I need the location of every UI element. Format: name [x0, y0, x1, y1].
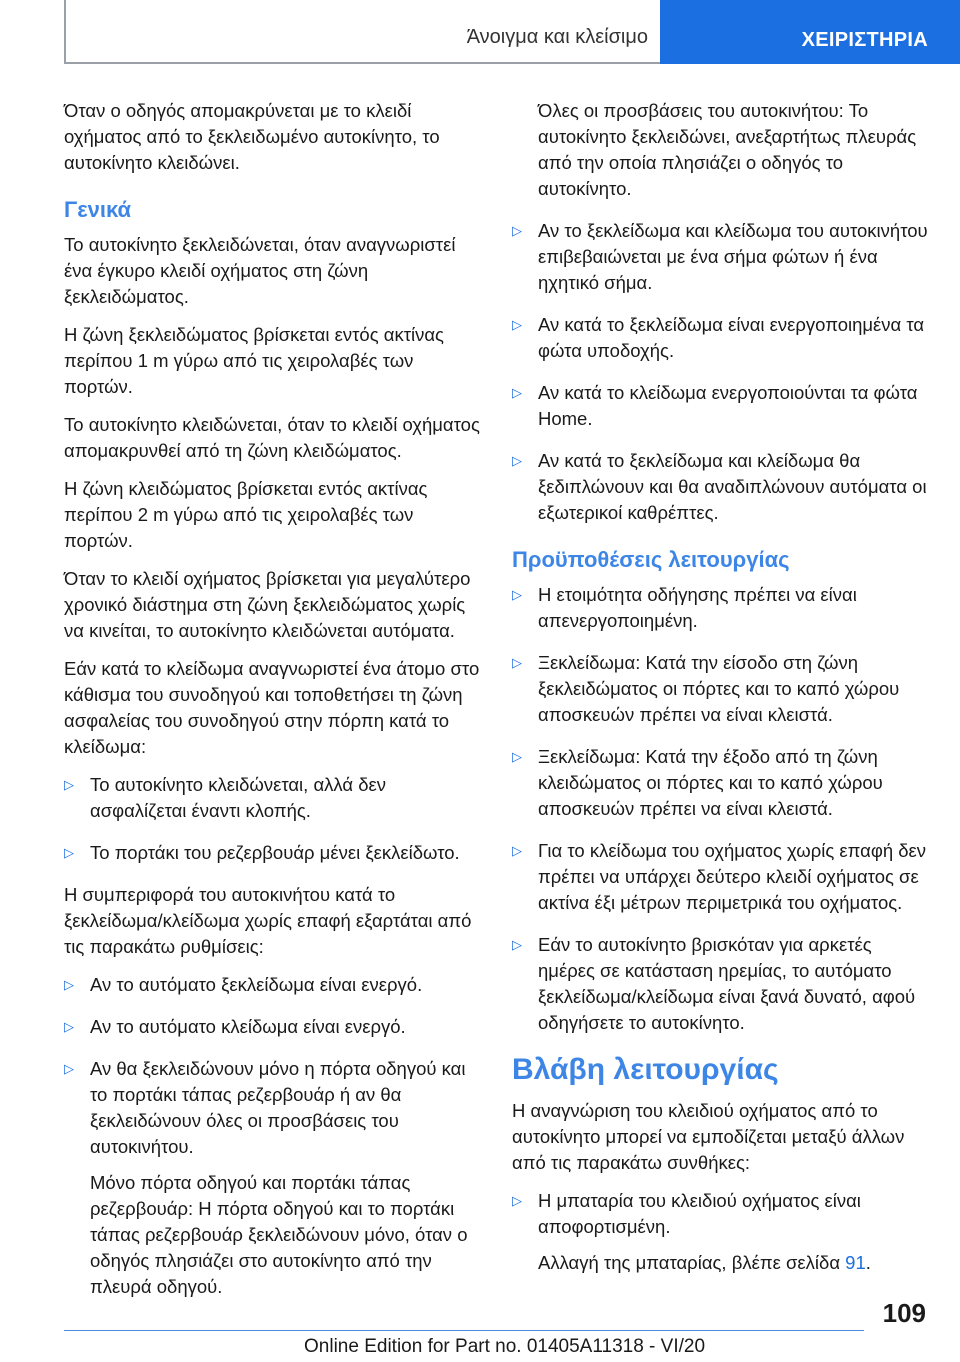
paragraph: Η ζώνη κλειδώματος βρίσκεται εντός ακτίνας περίπου 2 m γύρω από τις χειρολαβές των πορτών.: [64, 478, 428, 551]
list-item: ▷ Αν το ξεκλείδωμα και κλείδωμα του αυτοκινήτου επιβεβαιώνεται με ένα σήμα φώτων ή ένα ηχητικό σήμα.: [512, 220, 928, 293]
list-item: ▷ Η μπαταρία του κλειδιού οχήματος είναι αποφορτισμένη. Αλλαγή της μπαταρίας, βλέπε σελίδα 91.: [512, 1188, 928, 1276]
list-item: ▷ Εάν το αυτοκίνητο βρισκόταν για αρκετές ημέρες σε κατάσταση ηρεμίας, το αυτόματο ξεκλείδωμα/κλείδωμα είναι ξανά δυνατό, αφού οδηγήσετε το αυτοκίνητο.: [512, 934, 916, 1033]
triangle-right-icon: ▷: [512, 937, 522, 952]
list-sub-paragraph: Αλλαγή της μπαταρίας, βλέπε σελίδα 91.: [538, 1252, 871, 1273]
list-item: ▷ Αν το αυτόματο κλείδωμα είναι ενεργό.: [64, 1014, 480, 1040]
list-item-continued: Όλες οι προσβάσεις του αυτοκινήτου: Το αυτοκίνητο ξεκλειδώνει, ανεξαρτήτως πλευράς από την οποία πλησιάζει ο οδηγός το αυτοκίνητο.: [538, 100, 917, 199]
triangle-right-icon: ▷: [64, 1061, 74, 1076]
list-item: ▷ Το πορτάκι του ρεζερβουάρ μένει ξεκλείδωτο.: [64, 840, 480, 866]
list-item: ▷ Αν κατά το κλείδωμα ενεργοποιούνται τα φώτα Home.: [512, 382, 918, 429]
header-bottom-rule: [64, 62, 660, 64]
triangle-right-icon: ▷: [512, 749, 522, 764]
heading-fault: Βλάβη λειτουργίας: [512, 1053, 779, 1086]
paragraph: Εάν κατά το κλείδωμα αναγνωριστεί ένα άτομο στο κάθισμα του συνοδηγού και τοποθετήσει τη ζώνη ασφαλείας του συνοδηγού στην πόρπη κατά το κλείδωμα:: [64, 658, 480, 757]
bullet-list: [512, 582, 928, 1036]
header-left-rule: [64, 0, 66, 64]
list-item: ▷ Το αυτοκίνητο κλειδώνεται, αλλά δεν ασφαλίζεται έναντι κλοπής.: [64, 774, 386, 821]
list-item: ▷ Αν το αυτόματο ξεκλείδωμα είναι ενεργό.: [64, 972, 480, 998]
right-column: [512, 98, 928, 1292]
header-chapter-title: Άνοιγμα και κλείσιμο: [466, 26, 648, 48]
triangle-right-icon: ▷: [512, 1193, 522, 1208]
list-item: ▷ Αν θα ξεκλειδώνουν μόνο η πόρτα οδηγού και το πορτάκι τάπας ρεζερβουάρ ή αν θα ξεκλειδώνουν όλες οι προσβάσεις του αυτοκινήτου. Μόνο πόρτα οδηγού και πορτάκι τάπας ρεζερβουάρ: Η πόρτα οδηγού και το πορτάκι τάπας ρεζερβουάρ ξεκλειδώνουν μόνο, όταν ο οδηγός πλησιάζει στο αυτοκίνητο από την πλευρά οδηγού.: [64, 1056, 480, 1300]
list-item: ▷ Αν κατά το ξεκλείδωμα είναι ενεργοποιημένα τα φώτα υποδοχής.: [512, 314, 925, 361]
footer-edition: Online Edition for Part no. 01405A11318 - VI/20: [304, 1336, 706, 1357]
heading-prerequisites: Προϋποθέσεις λειτουργίας: [512, 547, 790, 572]
paragraph: Η ζώνη ξεκλειδώματος βρίσκεται εντός ακτίνας περίπου 1 m γύρω από τις χειρολαβές των πορτών.: [64, 324, 444, 397]
page-reference-link[interactable]: 91: [845, 1252, 866, 1273]
triangle-right-icon: ▷: [512, 385, 522, 400]
list-sub-paragraph: Μόνο πόρτα οδηγού και πορτάκι τάπας ρεζερβουάρ: Η πόρτα οδηγού και το πορτάκι τάπας ρεζερβουάρ ξεκλειδώνουν μόνο, όταν ο οδηγός πλησιάζει στο αυτοκίνητο από την πλευρά οδηγού.: [90, 1172, 468, 1297]
paragraph: Το αυτοκίνητο κλειδώνεται, όταν το κλειδί οχήματος απομακρυνθεί από τη ζώνη κλειδώματος.: [64, 414, 480, 461]
triangle-right-icon: ▷: [512, 223, 522, 238]
triangle-right-icon: ▷: [64, 977, 74, 992]
bullet-list: [512, 1188, 928, 1276]
header-section-label: ΧΕΙΡΙΣΤΗΡΙΑ: [801, 28, 928, 51]
triangle-right-icon: ▷: [64, 777, 74, 792]
triangle-right-icon: ▷: [512, 655, 522, 670]
paragraph: Η αναγνώριση του κλειδιού οχήματος από το αυτοκίνητο μπορεί να εμποδίζεται μεταξύ άλλων από τις παρακάτω συνθήκες:: [512, 1100, 905, 1173]
heading-general: Γενικά: [64, 197, 132, 222]
paragraph: Όταν το κλειδί οχήματος βρίσκεται για μεγαλύτερο χρονικό διάστημα στη ζώνη ξεκλειδώματος χωρίς να κινείται, το αυτοκίνητο κλειδώνεται αυτόματα.: [64, 568, 471, 641]
bullet-list: [64, 772, 480, 866]
bullet-list: [512, 218, 928, 526]
list-item: ▷ Η ετοιμότητα οδήγησης πρέπει να είναι απενεργοποιημένη.: [512, 584, 857, 631]
list-item: ▷ Για το κλείδωμα του οχήματος χωρίς επαφή δεν πρέπει να υπάρχει δεύτερο κλειδί οχήματος σε ακτίνα έξι μέτρων περιμετρικά του οχήματος.: [512, 840, 927, 913]
paragraph: Η συμπεριφορά του αυτοκινήτου κατά το ξεκλείδωμα/κλείδωμα χωρίς επαφή εξαρτάται από τις παρακάτω ρυθμίσεις:: [64, 884, 472, 957]
header-section-tab: [660, 0, 960, 64]
list-item: ▷ Ξεκλείδωμα: Κατά την έξοδο από τη ζώνη κλειδώματος οι πόρτες και το καπό χώρου αποσκευών πρέπει να είναι κλειστά.: [512, 746, 883, 819]
triangle-right-icon: ▷: [64, 1019, 74, 1034]
triangle-right-icon: ▷: [512, 453, 522, 468]
list-item: ▷ Ξεκλείδωμα: Κατά την είσοδο στη ζώνη ξεκλειδώματος οι πόρτες και το καπό χώρου αποσκευών πρέπει να είναι κλειστά.: [512, 652, 900, 725]
triangle-right-icon: ▷: [512, 317, 522, 332]
list-item: ▷ Αν κατά το ξεκλείδωμα και κλείδωμα θα ξεδιπλώνουν και θα αναδιπλώνουν αυτόματα οι εξωτερικοί καθρέπτες.: [512, 450, 927, 523]
triangle-right-icon: ▷: [512, 587, 522, 602]
triangle-right-icon: ▷: [512, 843, 522, 858]
bullet-list-continued: [512, 98, 928, 202]
footer-rule: [64, 1330, 864, 1331]
page-number: 109: [882, 1298, 926, 1328]
triangle-right-icon: ▷: [64, 845, 74, 860]
left-column: [64, 98, 480, 1316]
intro-paragraph: Όταν ο οδηγός απομακρύνεται με το κλειδί οχήματος από το ξεκλειδωμένο αυτοκίνητο, το αυτοκίνητο κλειδώνει.: [64, 100, 440, 173]
bullet-list: [64, 972, 480, 1300]
paragraph: Το αυτοκίνητο ξεκλειδώνεται, όταν αναγνωριστεί ένα έγκυρο κλειδί οχήματος στη ζώνη ξεκλειδώματος.: [64, 234, 456, 307]
